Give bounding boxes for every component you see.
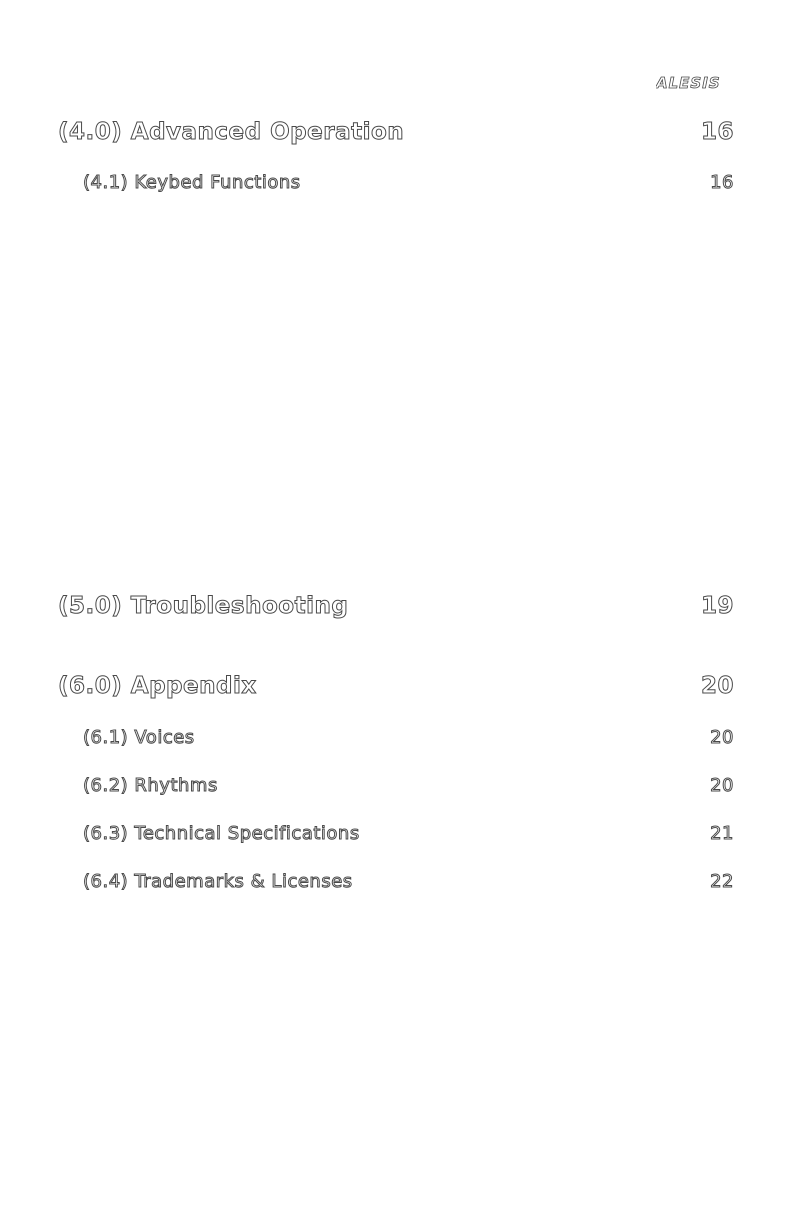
toc-entry-label: (4.0) Advanced Operation — [58, 119, 405, 145]
toc-dot-leader — [364, 837, 706, 840]
toc-entry-technical-specifications[interactable] — [83, 823, 734, 845]
toc-entry-label: (4.1) Keybed Functions — [83, 172, 301, 193]
toc-dot-leader — [199, 741, 706, 744]
toc-entry-label: (6.0) Appendix — [58, 673, 257, 699]
toc-dot-leader — [352, 612, 697, 615]
toc-dot-leader — [261, 692, 697, 695]
toc-entry-label: (5.0) Troubleshooting — [58, 593, 349, 619]
toc-entry-advanced-operation[interactable] — [58, 118, 734, 146]
toc-dot-leader — [222, 789, 706, 792]
toc-entry-voices[interactable] — [83, 727, 734, 749]
toc-page-number: 22 — [710, 871, 734, 892]
toc-page-number: 16 — [710, 172, 734, 193]
toc-entry-label: (6.4) Trademarks & Licenses — [83, 871, 353, 892]
toc-dot-leader — [305, 186, 706, 189]
toc-page-number: 20 — [710, 727, 734, 748]
toc-dot-leader — [408, 138, 697, 141]
toc-page-number: 20 — [700, 673, 734, 699]
toc-entry-trademarks-licenses[interactable] — [83, 871, 734, 893]
alesis-logo — [656, 72, 736, 94]
toc-page-number: 21 — [710, 823, 734, 844]
toc-entry-keybed-functions[interactable] — [83, 172, 734, 194]
toc-page-number: 20 — [710, 775, 734, 796]
toc-entry-appendix[interactable] — [58, 672, 734, 700]
toc-entry-rhythms[interactable] — [83, 775, 734, 797]
toc-entry-label: (6.2) Rhythms — [83, 775, 218, 796]
toc-page-number: 19 — [700, 593, 734, 619]
toc-dot-leader — [357, 885, 706, 888]
toc-entry-troubleshooting[interactable] — [58, 592, 734, 620]
svg-text:ALESIS: ALESIS — [656, 74, 721, 92]
toc-entry-label: (6.3) Technical Specifications — [83, 823, 360, 844]
toc-page-number: 16 — [700, 119, 734, 145]
toc-entry-label: (6.1) Voices — [83, 727, 195, 748]
